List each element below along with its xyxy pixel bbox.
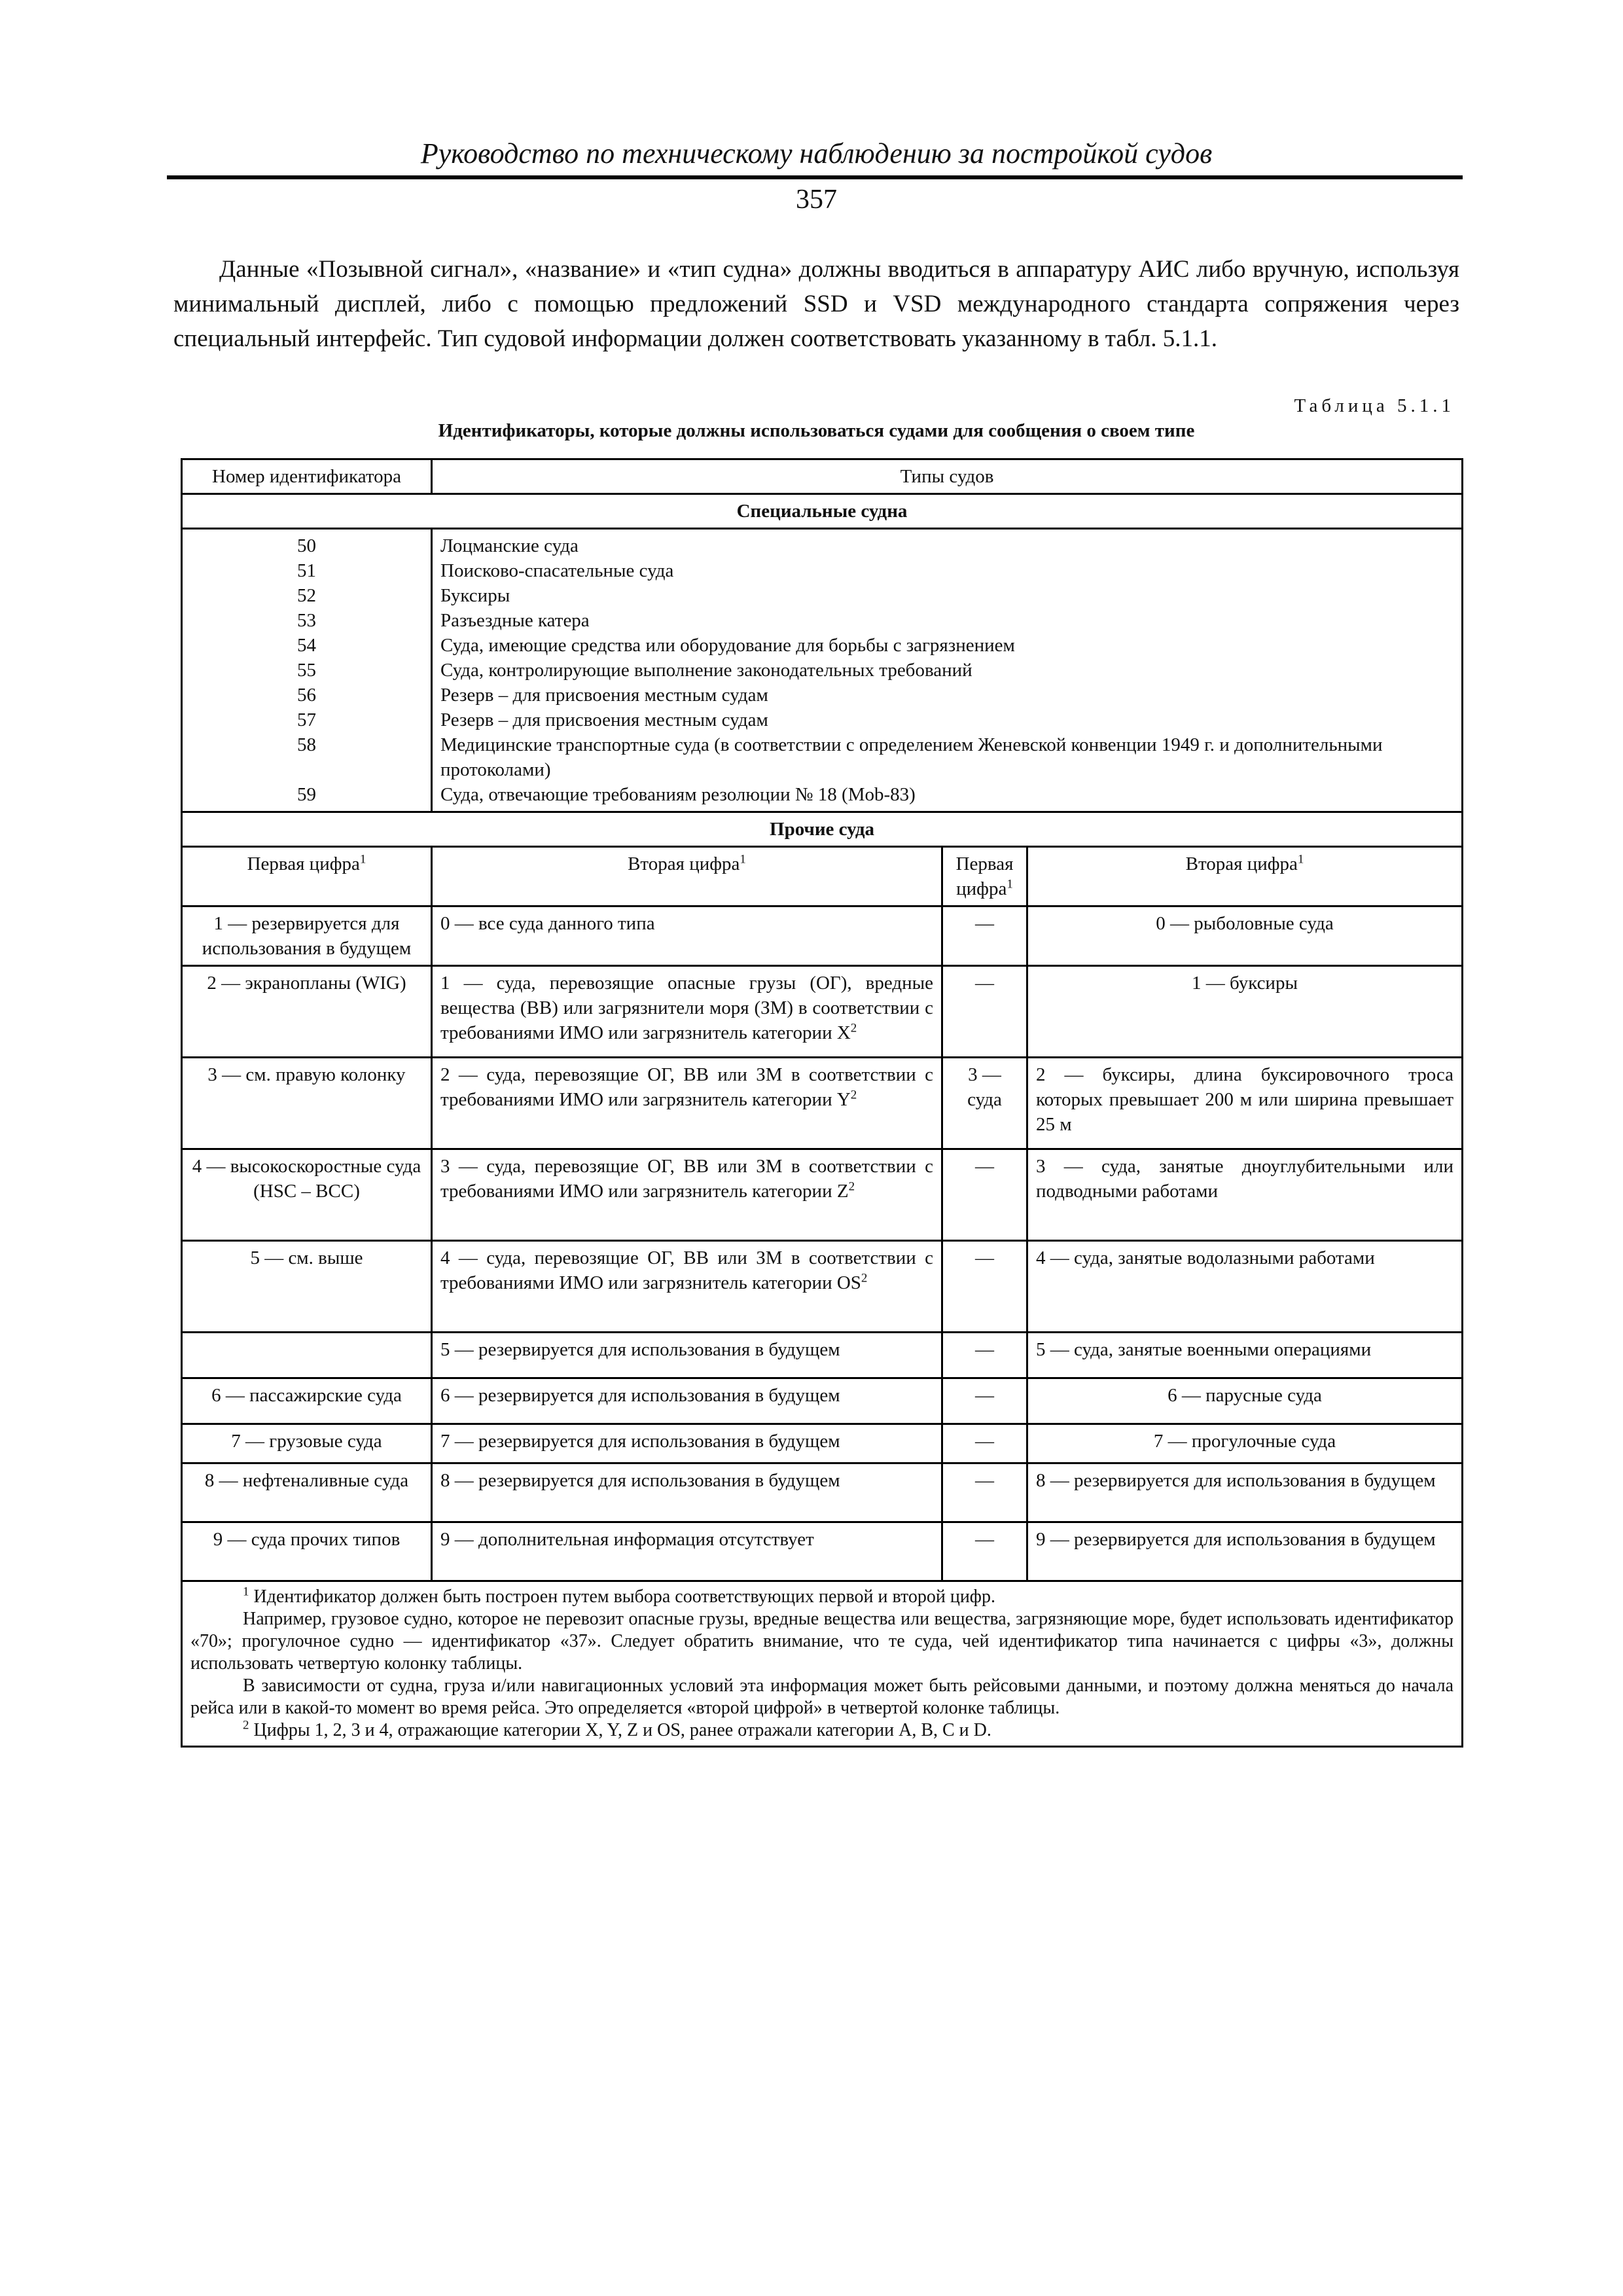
- sub-header-first-3: Первая цифра$^1$: [942, 847, 1027, 906]
- table-title: Идентификаторы, которые должны использоваться судами для сообщения о своем типе: [438, 420, 1195, 441]
- table-header-row: [182, 459, 1463, 494]
- special-type: Резерв – для присвоения местным судам: [440, 709, 768, 730]
- table-row: [182, 1149, 1463, 1241]
- first-digit-cell: 9 — суда прочих типов: [182, 1522, 432, 1581]
- special-type: Суда, контролирующие выполнение законодательных требований: [440, 660, 972, 681]
- footnote-row: [182, 1581, 1463, 1747]
- special-type: Суда, имеющие средства или оборудование для борьбы с загрязнением: [440, 635, 1015, 656]
- special-id: 54: [297, 635, 316, 656]
- special-type: Лоцманские суда: [440, 535, 579, 556]
- first-digit-cell-3: —: [942, 1241, 1027, 1333]
- first-digit-cell: [182, 1333, 432, 1378]
- second-digit-cell: 1 — суда, перевозящие опасные грузы (ОГ), вредные вещества (ВВ) или загрязнители моря (ЗМ) в соответствии с требованиями ИМО или загрязнитель категории $X^2$: [432, 966, 942, 1058]
- first-digit-cell-3: 3 — суда: [942, 1058, 1027, 1149]
- first-digit-cell-3: —: [942, 1378, 1027, 1424]
- sub-header-first: Первая цифра$^1$: [182, 847, 432, 906]
- special-types: [432, 529, 1463, 812]
- table-row: [182, 1378, 1463, 1424]
- second-digit-cell-3: 5 — суда, занятые военными операциями: [1027, 1333, 1463, 1378]
- second-digit-cell-3: 0 — рыболовные суда: [1027, 906, 1463, 966]
- first-digit-cell: 3 — см. правую колонку: [182, 1058, 432, 1149]
- first-digit-cell-3: —: [942, 1463, 1027, 1522]
- table-row: [182, 1241, 1463, 1333]
- table-row: [182, 1522, 1463, 1581]
- page-number: 357: [796, 185, 837, 215]
- second-digit-cell: 7 — резервируется для использования в будущем: [432, 1424, 942, 1463]
- first-digit-cell-3: —: [942, 906, 1027, 966]
- first-digit-cell: 1 — резервируется для использования в будущем: [182, 906, 432, 966]
- special-id: 53: [297, 610, 316, 631]
- first-digit-cell-3: —: [942, 1149, 1027, 1241]
- second-digit-cell-3: 3 — суда, занятые дноуглубительными или подводными работами: [1027, 1149, 1463, 1241]
- table-row: [182, 906, 1463, 966]
- second-digit-cell-3: 1 — буксиры: [1027, 966, 1463, 1058]
- sub-header-second: Вторая цифра$^1$: [432, 847, 942, 906]
- second-digit-cell: 6 — резервируется для использования в будущем: [432, 1378, 942, 1424]
- second-digit-cell-3: 9 — резервируется для использования в будущем: [1027, 1522, 1463, 1581]
- special-id: 50: [297, 535, 316, 556]
- special-id: 56: [297, 685, 316, 706]
- first-digit-cell-3: —: [942, 966, 1027, 1058]
- table-row: [182, 1424, 1463, 1463]
- second-digit-cell-3: 7 — прогулочные суда: [1027, 1424, 1463, 1463]
- second-digit-cell: 5 — резервируется для использования в будущем: [432, 1333, 942, 1378]
- second-digit-cell: 2 — суда, перевозящие ОГ, ВВ или ЗМ в соответствии с требованиями ИМО или загрязнитель категории $Y^2$: [432, 1058, 942, 1149]
- special-type: Суда, отвечающие требованиям резолюции № 18 (Mob-83): [440, 784, 916, 805]
- special-heading: Специальные судна: [182, 494, 1463, 529]
- special-type: Буксиры: [440, 585, 510, 606]
- second-digit-cell: 4 — суда, перевозящие ОГ, ВВ или ЗМ в соответствии с требованиями ИМО или загрязнитель категории $OS^2$: [432, 1241, 942, 1333]
- table-row: [182, 966, 1463, 1058]
- running-title: Руководство по техническому наблюдению за постройкой судов: [420, 137, 1213, 170]
- other-heading-row: [182, 812, 1463, 847]
- first-digit-cell-3: —: [942, 1424, 1027, 1463]
- second-digit-cell: 8 — резервируется для использования в будущем: [432, 1463, 942, 1522]
- second-digit-cell-3: 2 — буксиры, длина буксировочного троса которых превышает 200 м или ширина превышает 25 м: [1027, 1058, 1463, 1149]
- other-rows: [182, 906, 1463, 1581]
- first-digit-cell: 6 — пассажирские суда: [182, 1378, 432, 1424]
- special-type: Разъездные катера: [440, 610, 590, 631]
- table-row: [182, 1333, 1463, 1378]
- ship-type-table: [181, 458, 1463, 1748]
- special-id: 52: [297, 585, 316, 606]
- second-digit-cell-3: 4 — суда, занятые водолазными работами: [1027, 1241, 1463, 1333]
- footnote-1: $^1$ Идентификатор должен быть построен путем выбора соответствующих первой и второй цифр.: [243, 1585, 995, 1607]
- intro-paragraph: Данные «Позывной сигнал», «название» и «тип судна» должны вводиться в аппаратуру АИС либо вручную, используя минимальный дисплей, либо с помощью предложений SSD и VSD международного стандарта сопряжения через специальный интерфейс. Тип судовой информации должен соответствовать указанному в табл. 5.1.1.: [173, 256, 1459, 352]
- table-row: [182, 1463, 1463, 1522]
- special-type: Медицинские транспортные суда (в соответствии с определением Женевской конвенции 1949 г. и дополнительными протоколами): [440, 734, 1383, 780]
- first-digit-cell: 4 — высокоскоростные суда (HSC – ВСС): [182, 1149, 432, 1241]
- header-types: Типы судов: [432, 459, 1463, 494]
- special-heading-row: [182, 494, 1463, 529]
- table-container: [181, 458, 1461, 1748]
- table-label: Таблица 5.1.1: [1294, 395, 1455, 416]
- header-rule: [167, 175, 1463, 179]
- first-digit-cell: 5 — см. выше: [182, 1241, 432, 1333]
- footnotes: [182, 1581, 1463, 1747]
- second-digit-cell-3: 6 — парусные суда: [1027, 1378, 1463, 1424]
- special-rows: [182, 529, 1463, 812]
- special-type: Резерв – для присвоения местным судам: [440, 685, 768, 706]
- special-id: 51: [297, 560, 316, 581]
- second-digit-cell: 9 — дополнительная информация отсутствует: [432, 1522, 942, 1581]
- first-digit-cell-3: —: [942, 1522, 1027, 1581]
- sub-header-row: [182, 847, 1463, 906]
- table-row: [182, 1058, 1463, 1149]
- special-type: Поисково-спасательные суда: [440, 560, 674, 581]
- special-id: 57: [297, 709, 316, 730]
- first-digit-cell: 8 — нефтеналивные суда: [182, 1463, 432, 1522]
- other-heading: Прочие суда: [182, 812, 1463, 847]
- special-id: 58: [297, 734, 316, 755]
- first-digit-cell: 7 — грузовые суда: [182, 1424, 432, 1463]
- second-digit-cell: 3 — суда, перевозящие ОГ, ВВ или ЗМ в соответствии с требованиями ИМО или загрязнитель категории $Z^2$: [432, 1149, 942, 1241]
- header-id: Номер идентификатора: [182, 459, 432, 494]
- second-digit-cell-3: 8 — резервируется для использования в будущем: [1027, 1463, 1463, 1522]
- special-id: 55: [297, 660, 316, 681]
- footnote-conditions: В зависимости от судна, груза и/или навигационных условий эта информация может быть рейсовыми данными, и поэтому должна меняться до начала рейса или в какой-то момент во время рейса. Это определяется «второй цифрой» в четвертой колонке таблицы.: [190, 1676, 1454, 1718]
- special-id: 59: [297, 784, 316, 805]
- first-digit-cell-3: —: [942, 1333, 1027, 1378]
- footnote-2: $^2$ Цифры 1, 2, 3 и 4, отражающие категории X, Y, Z и OS, ранее отражали категории A, B, C и D.: [243, 1718, 991, 1740]
- sub-header-second-3: Вторая цифра$^1$: [1027, 847, 1463, 906]
- footnote-example: Например, грузовое судно, которое не перевозит опасные грузы, вредные вещества или вещества, загрязняющие море, будет использовать идентификатор «70»; прогулочное судно — идентификатор «37». Следует обратить внимание, что те суда, чей идентификатор типа начинается с цифры «3», должны использовать четвертую колонку таблицы.: [190, 1609, 1454, 1674]
- first-digit-cell: 2 — экранопланы (WIG): [182, 966, 432, 1058]
- second-digit-cell: 0 — все суда данного типа: [432, 906, 942, 966]
- special-ids: [182, 529, 432, 812]
